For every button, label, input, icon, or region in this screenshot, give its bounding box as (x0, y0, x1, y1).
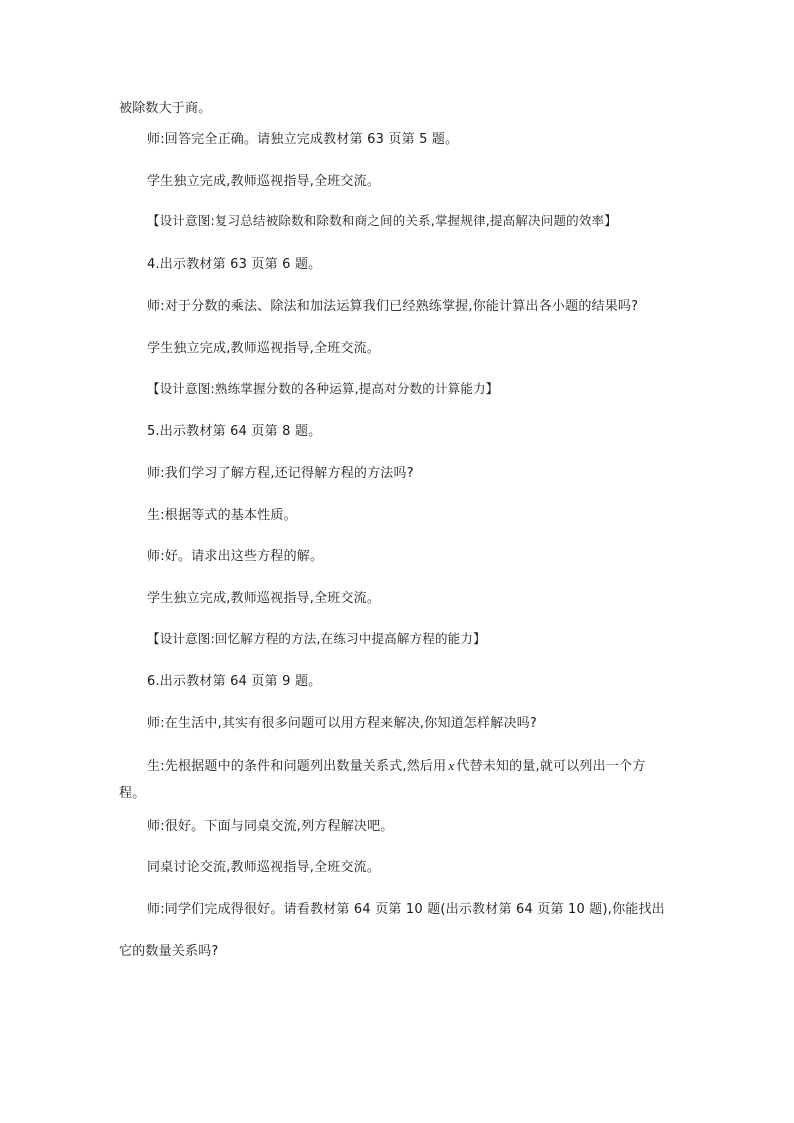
design-intent-note: 【设计意图:回忆解方程的方法,在练习中提高解方程的能力】 (147, 631, 486, 646)
paragraph: 学生独立完成,教师巡视指导,全班交流。 (147, 174, 381, 189)
paragraph: 5.出示教材第 64 页第 8 题。 (147, 424, 322, 439)
paragraph (147, 757, 645, 776)
paragraph: 被除数大于商。 (119, 101, 212, 116)
paragraph-continuation: 程。 (119, 786, 146, 801)
paragraph: 学生独立完成,教师巡视指导,全班交流。 (147, 591, 381, 606)
paragraph: 4.出示教材第 63 页第 6 题。 (147, 257, 322, 272)
design-intent-note: 【设计意图:复习总结被除数和除数和商之间的关系,掌握规律,提高解决问题的效率】 (147, 213, 617, 228)
paragraph: 师:回答完全正确。请独立完成教材第 63 页第 5 题。 (147, 132, 459, 147)
variable-x: x (448, 758, 455, 773)
design-intent-note: 【设计意图:熟练掌握分数的各种运算,提高对分数的计算能力】 (147, 381, 499, 396)
paragraph: 师:同学们完成得很好。请看教材第 64 页第 10 题(出示教材第 64 页第 10 题),你能找出 (147, 902, 665, 917)
paragraph: 生:根据等式的基本性质。 (147, 508, 297, 523)
paragraph: 师:好。请求出这些方程的解。 (147, 549, 324, 564)
paragraph: 学生独立完成,教师巡视指导,全班交流。 (147, 341, 381, 356)
paragraph: 师:对于分数的乘法、除法和加法运算我们已经熟练掌握,你能计算出各小题的结果吗? (147, 299, 639, 314)
paragraph: 师:我们学习了解方程,还记得解方程的方法吗? (147, 466, 414, 481)
paragraph: 师:很好。下面与同桌交流,列方程解决吧。 (147, 819, 394, 834)
paragraph: 6.出示教材第 64 页第 9 题。 (147, 674, 322, 689)
paragraph-continuation: 它的数量关系吗? (119, 944, 219, 959)
paragraph-text: 生:先根据题中的条件和问题列出数量关系式,然后用 (147, 759, 447, 774)
paragraph: 同桌讨论交流,教师巡视指导,全班交流。 (147, 860, 381, 875)
paragraph-text: 代替未知的量,就可以列出一个方 (456, 759, 646, 774)
paragraph: 师:在生活中,其实有很多问题可以用方程来解决,你知道怎样解决吗? (147, 716, 537, 731)
